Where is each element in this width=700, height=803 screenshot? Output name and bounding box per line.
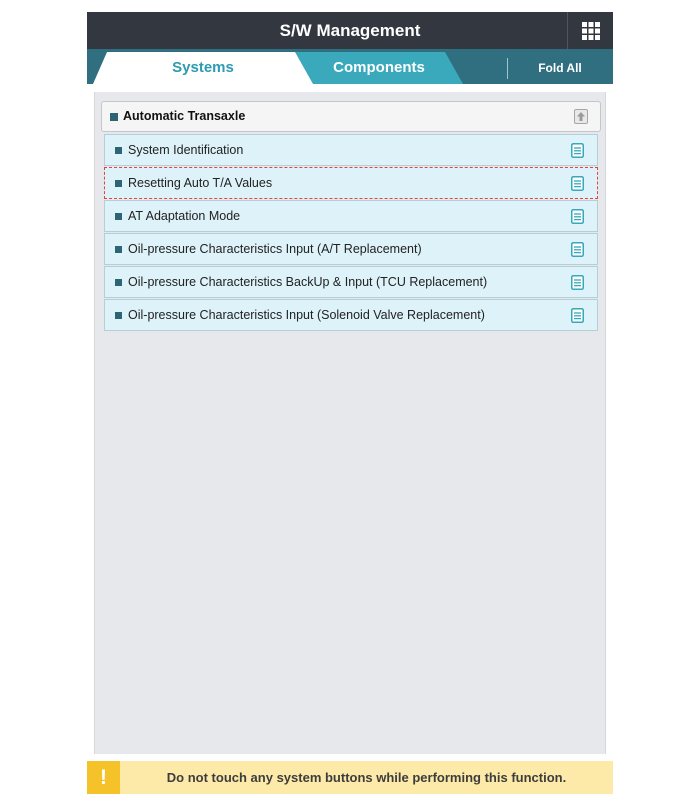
list-item-oil-pressure-tcu-replacement[interactable] (104, 266, 598, 298)
title-bar (87, 12, 613, 49)
list-item-oil-pressure-at-replacement[interactable] (104, 233, 598, 265)
bullet-square-icon (115, 246, 122, 253)
fold-all-button[interactable]: Fold All (538, 61, 582, 75)
document-icon[interactable] (571, 308, 584, 323)
bullet-square-icon (110, 113, 118, 121)
page-title: S/W Management (279, 21, 421, 40)
systems-list-panel (94, 92, 606, 754)
list-item-resetting-auto-ta-values[interactable] (104, 167, 598, 199)
divider (507, 58, 508, 79)
tab-systems[interactable]: Systems (172, 59, 234, 76)
list-item-label: Oil-pressure Characteristics Input (Solenoid Valve Replacement) (128, 308, 485, 322)
bullet-square-icon (115, 312, 122, 319)
group-label: Automatic Transaxle (123, 109, 246, 123)
list-item-label: AT Adaptation Mode (128, 209, 241, 223)
warning-message: Do not touch any system buttons while performing this function. (166, 770, 567, 785)
document-icon[interactable] (571, 275, 584, 290)
list-item-at-adaptation-mode[interactable] (104, 200, 598, 232)
grid-menu-icon (582, 22, 600, 40)
document-icon[interactable] (571, 143, 584, 158)
grid-menu-button[interactable] (567, 12, 613, 49)
document-icon[interactable] (571, 242, 584, 257)
bullet-square-icon (115, 213, 122, 220)
list-item-label: Resetting Auto T/A Values (128, 176, 273, 190)
tab-bar (87, 49, 613, 84)
document-icon[interactable] (571, 176, 584, 191)
warning-icon: ! (87, 761, 120, 794)
tab-components[interactable]: Components (333, 59, 425, 76)
bullet-square-icon (115, 147, 122, 154)
list-item-label: System Identification (128, 143, 244, 157)
warning-bar (87, 761, 613, 794)
group-header-automatic-transaxle[interactable] (101, 101, 601, 132)
list-item-label: Oil-pressure Characteristics Input (A/T Replacement) (128, 242, 422, 256)
bullet-square-icon (115, 180, 122, 187)
app-window (87, 12, 613, 798)
list-item-oil-pressure-solenoid-valve-replacement[interactable] (104, 299, 598, 331)
list-item-label: Oil-pressure Characteristics BackUp & Input (TCU Replacement) (128, 275, 488, 289)
bullet-square-icon (115, 279, 122, 286)
list-item-system-identification[interactable] (104, 134, 598, 166)
collapse-up-icon[interactable] (574, 109, 588, 124)
document-icon[interactable] (571, 209, 584, 224)
